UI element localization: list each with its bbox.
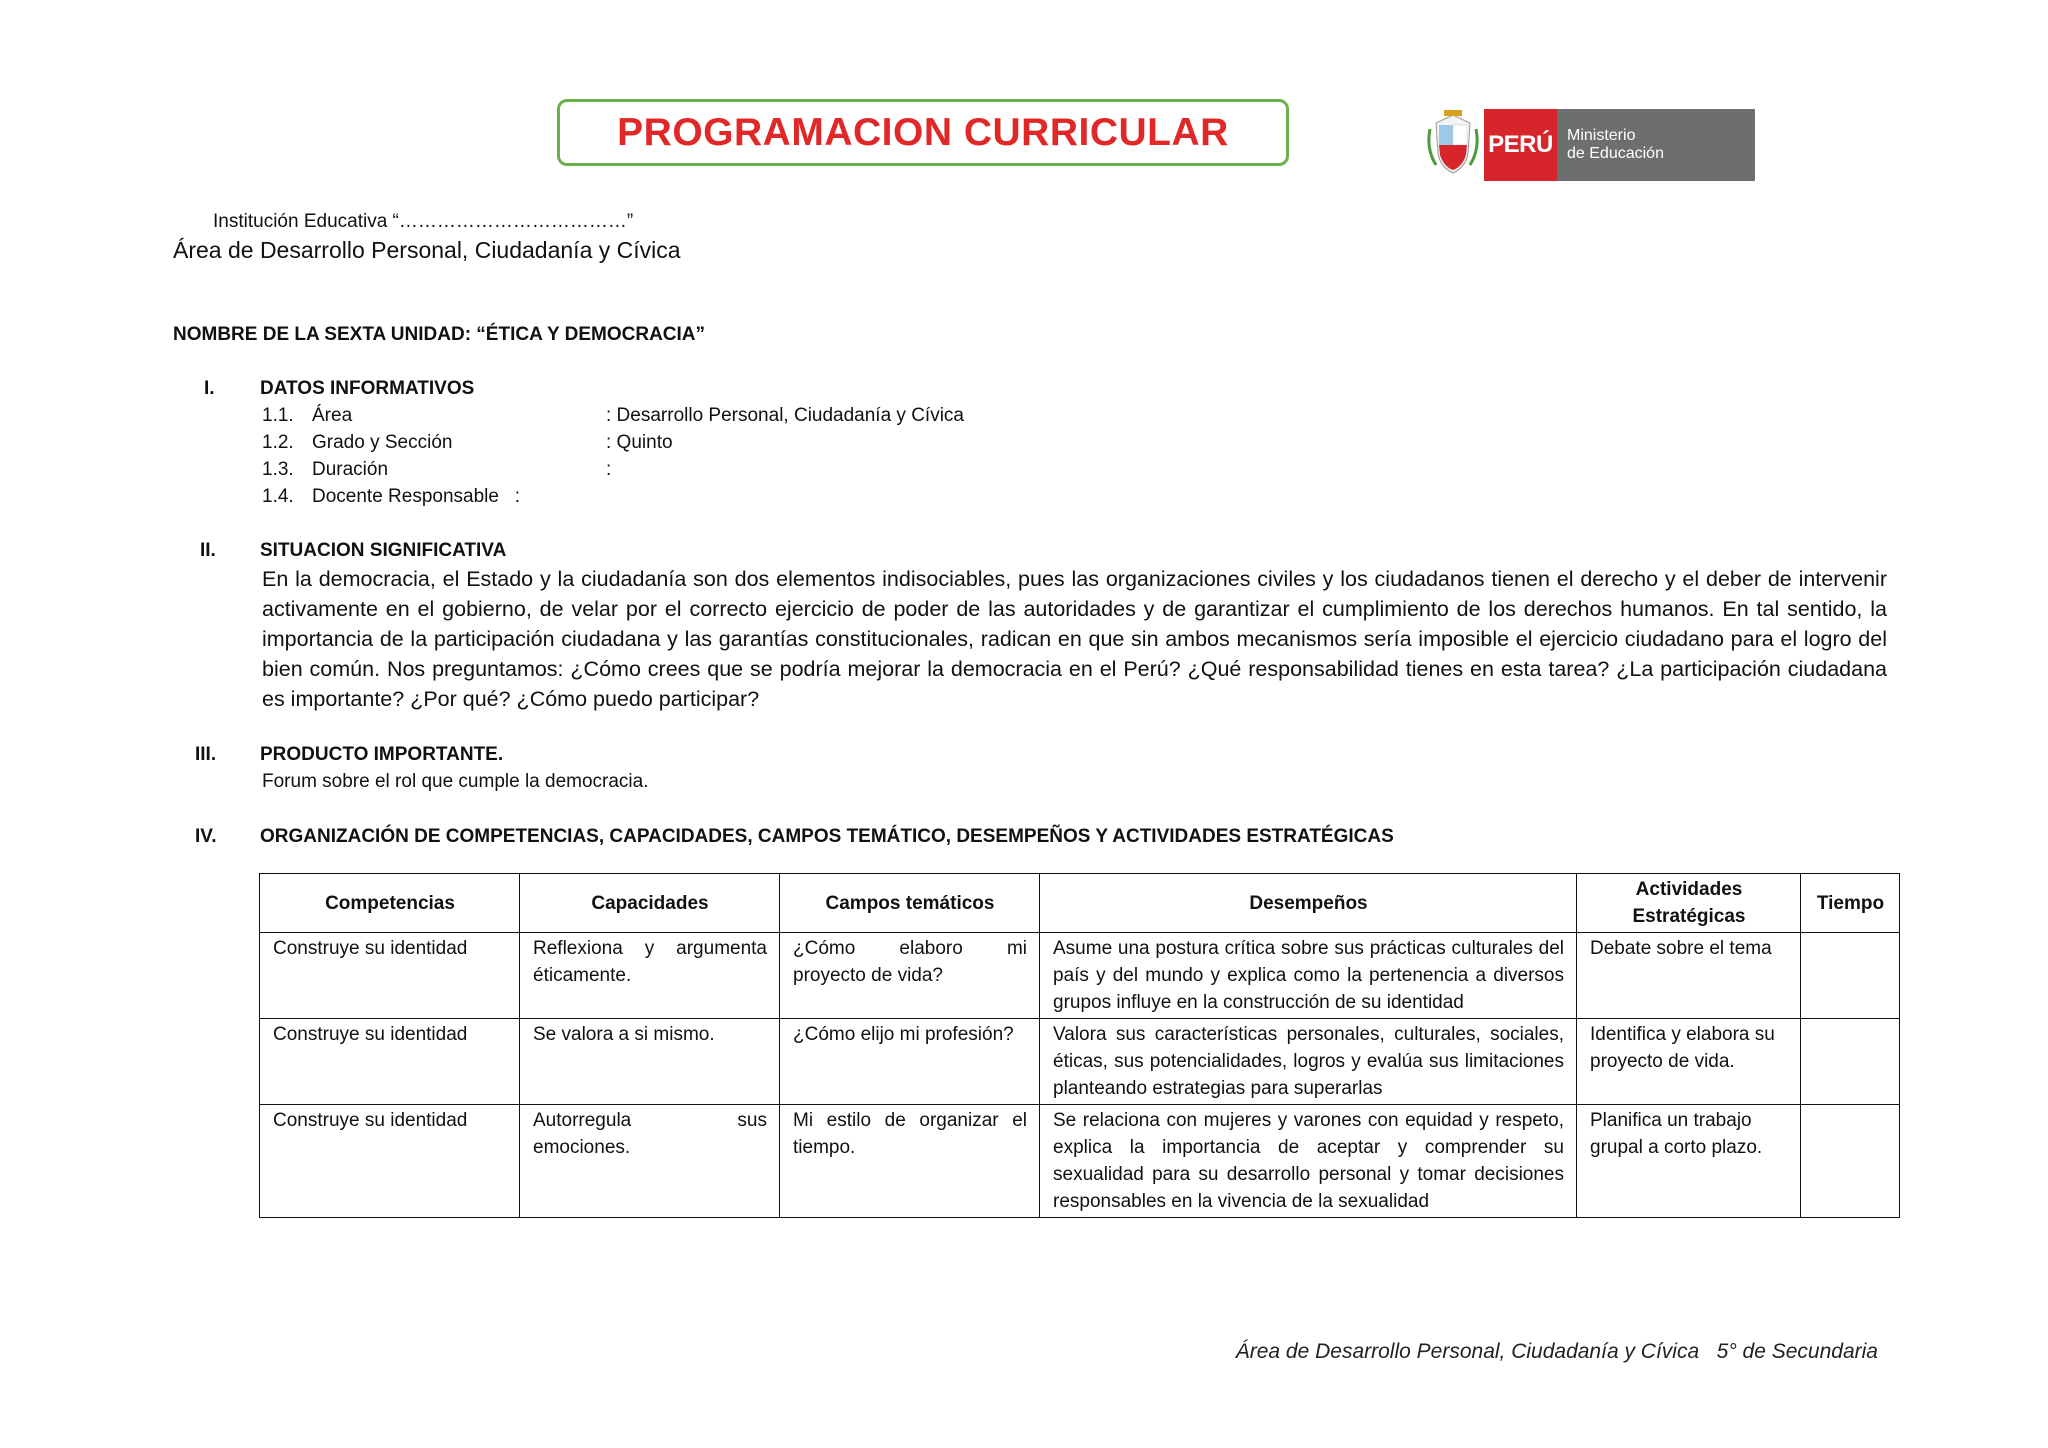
page-title-box [557,99,1289,166]
item-1-1-label: Área [312,405,353,426]
item-1-3-number: 1.3. [262,459,294,480]
cell-capacidad: Autorregula sus emociones. [520,1105,780,1218]
section-3-number: III. [195,744,217,765]
cell-capacidad: Se valora a si mismo. [520,1019,780,1105]
cell-actividad: Debate sobre el tema [1577,933,1801,1019]
unit-name: NOMBRE DE LA SEXTA UNIDAD: “ÉTICA Y DEMOCRACIA” [173,324,706,345]
table-row [260,1105,1900,1218]
section-2-title: SITUACION SIGNIFICATIVA [260,540,507,561]
ministry-line-2: de Educación [1567,145,1664,162]
section-1-title: DATOS INFORMATIVOS [260,378,475,399]
item-1-3-label: Duración [312,459,389,480]
table-row [260,1019,1900,1105]
cell-desempeno: Se relaciona con mujeres y varones con equidad y respeto, explica la importancia de aceptar y comprender su sexualidad para su desarrollo personal y tomar decisiones responsables en la vivencia de la sexualidad [1040,1105,1577,1218]
header-competencias: Competencias [260,874,520,933]
page-title: PROGRAMACION CURRICULAR [617,110,1229,154]
cell-competencia: Construye su identidad [260,1019,520,1105]
item-1-2-number: 1.2. [262,432,294,453]
page-footer: Área de Desarrollo Personal, Ciudadanía y Cívica 5° de Secundaria [1235,1340,1878,1363]
cell-desempeno: Valora sus características personales, culturales, sociales, éticas, sus potencialidades, logros y evalúa sus limitaciones planteando estrategias para superarlas [1040,1019,1577,1105]
cell-actividad: Planifica un trabajo grupal a corto plazo. [1577,1105,1801,1218]
cell-campo-tematico: Mi estilo de organizar el tiempo. [780,1105,1040,1218]
cell-competencia: Construye su identidad [260,1105,520,1218]
item-1-1-number: 1.1. [262,405,294,426]
item-1-4-number: 1.4. [262,486,294,507]
section-4-number: IV. [195,826,217,847]
header-capacidades: Capacidades [520,874,780,933]
item-1-1-value: : Desarrollo Personal, Ciudadanía y Cívica [606,405,965,426]
header-actividades: Actividades Estratégicas [1577,874,1801,933]
coat-of-arms-icon [1422,109,1484,181]
item-1-4-label: Docente Responsable : [312,486,521,507]
item-1-2-value: : Quinto [606,432,673,453]
peru-label: PERÚ [1484,109,1557,181]
header-desempenos: Desempeños [1040,874,1577,933]
header-campos-tematicos: Campos temáticos [780,874,1040,933]
cell-competencia: Construye su identidad [260,933,520,1019]
cell-capacidad: Reflexiona y argumenta éticamente. [520,933,780,1019]
product-text: Forum sobre el rol que cumple la democracia. [262,771,649,792]
area-line: Área de Desarrollo Personal, Ciudadanía y Cívica [173,237,681,263]
cell-campo-tematico: ¿Cómo elaboro mi proyecto de vida? [780,933,1040,1019]
header-tiempo: Tiempo [1801,874,1900,933]
minedu-logo [1422,109,1755,181]
ministry-line-1: Ministerio [1567,127,1636,144]
cell-tiempo [1801,1105,1900,1218]
cell-campo-tematico: ¿Cómo elijo mi profesión? [780,1019,1040,1105]
cell-tiempo [1801,1019,1900,1105]
cell-desempeno: Asume una postura crítica sobre sus prácticas culturales del país y del mundo y explica como la pertenencia a diversos grupos influye en la construcción de su identidad [1040,933,1577,1019]
section-4-title: ORGANIZACIÓN DE COMPETENCIAS, CAPACIDADES, CAMPOS TEMÁTICO, DESEMPEÑOS Y ACTIVIDADES ESTRATÉGICAS [260,826,1394,847]
item-1-3-value: : [606,459,612,480]
cell-tiempo [1801,933,1900,1019]
table-header-row [260,874,1900,933]
section-1-number: I. [204,378,215,399]
table-row [260,933,1900,1019]
situation-paragraph: En la democracia, el Estado y la ciudadanía son dos elementos indisociables, pues las organizaciones civiles y los ciudadanos tienen el derecho y el deber de intervenir activamente en el gobierno, de velar por el correcto ejercicio de poder de las autoridades y de garantizar el cumplimiento de los derechos humanos. En tal sentido, la importancia de la participación ciudadana y las garantías constitucionales, radican en que sin ambos mecanismos sería imposible el ejercicio ciudadano para el logro del bien común. Nos preguntamos: ¿Cómo crees que se podría mejorar la democracia en el Perú? ¿Qué responsabilidad tienes en esta tarea? ¿La participación ciudadana es importante? ¿Por qué? ¿Cómo puedo participar? [262,567,1887,711]
institution-line: Institución Educativa “………………………………” [213,211,634,232]
competencies-table [259,873,1900,1218]
ministry-label [1557,109,1755,181]
cell-actividad: Identifica y elabora su proyecto de vida. [1577,1019,1801,1105]
section-3-title: PRODUCTO IMPORTANTE. [260,744,504,765]
section-2-number: II. [200,540,216,561]
item-1-2-label: Grado y Sección [312,432,453,453]
